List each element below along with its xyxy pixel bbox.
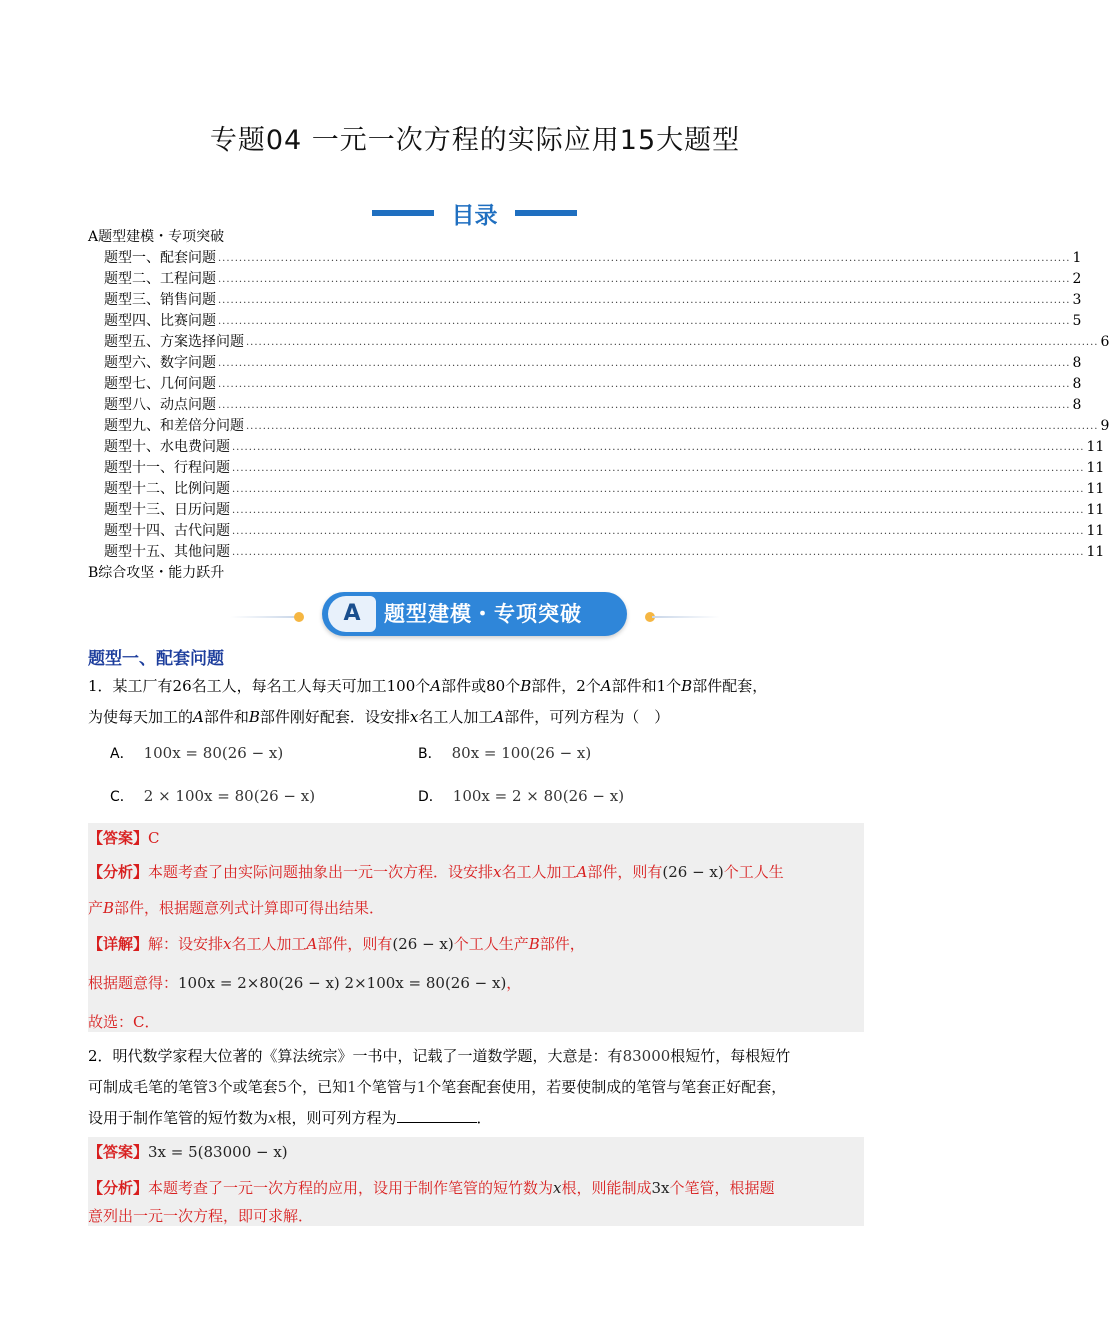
q1-detail-line-1: 【详解】解：设安排x名工人加工A部件，则有(26 − x)个工人生产B部件， [88, 935, 585, 953]
option-d[interactable]: D． 100x = 2 × 80(26 − x) [418, 787, 625, 805]
toc-item-page: 11 [1086, 439, 1105, 455]
toc-dot-leader: ............................................................................................................................................................................................................ [218, 316, 1071, 327]
toc-section-a[interactable]: A题型建模・专项突破 [88, 229, 225, 245]
toc-item[interactable] [88, 521, 1105, 542]
question-1-line-1: 1．某工厂有26名工人，每名工人每天可加工100个A部件或80个B部件，2个A部件和1个B部件配套， [88, 677, 768, 695]
toc-item-label: 题型三、销售问题 [104, 292, 216, 308]
toc-dot-leader: ............................................................................................................................................................................................................ [232, 547, 1085, 558]
question-2-line-1: 2．明代数学家程大位著的《算法统宗》一书中，记载了一道数学题，大意是：有83000根短竹，每根短竹 [88, 1047, 791, 1065]
toc-dot-leader: ............................................................................................................................................................................................................ [218, 379, 1071, 390]
toc-item-page: 8 [1072, 355, 1082, 371]
option-c[interactable]: C． 2 × 100x = 80(26 − x) [110, 787, 316, 805]
toc-item-label: 题型十、水电费问题 [104, 439, 230, 455]
toc-item-page: 11 [1086, 523, 1105, 539]
toc-item[interactable] [88, 395, 1082, 416]
toc-item-label: 题型六、数字问题 [104, 355, 216, 371]
toc-dot-leader: ............................................................................................................................................................................................................ [232, 484, 1085, 495]
banner-pill [322, 592, 627, 636]
toc-item-label: 题型十五、其他问题 [104, 544, 230, 560]
toc-item[interactable] [88, 374, 1082, 395]
toc-item-page: 11 [1086, 481, 1105, 497]
toc-item-label: 题型十二、比例问题 [104, 481, 230, 497]
banner-dot-left [294, 612, 304, 622]
toc-item-label: 题型十一、行程问题 [104, 460, 230, 476]
question-1-line-2: 为使每天加工的A部件和B部件刚好配套．设安排x名工人加工A部件，可列方程为（ ） [88, 708, 670, 726]
banner-line-right [652, 616, 720, 618]
question-2-line-3: 设用于制作笔管的短竹数为x根，则可列方程为 ． [88, 1103, 864, 1134]
toc-item-page: 11 [1086, 502, 1105, 518]
q1-detail-line-2: 根据题意得：100x = 2×80(26 − x) 2×100x = 80(26 − x)， [88, 974, 522, 992]
table-of-contents [88, 227, 1109, 584]
toc-item[interactable] [88, 458, 1105, 479]
toc-item-page: 2 [1072, 271, 1082, 287]
q2-analysis-line-2: 意列出一元一次方程，即可求解． [88, 1207, 314, 1225]
toc-item-label: 题型五、方案选择问题 [104, 334, 244, 350]
q1-answer: 【答案】C [88, 829, 160, 847]
toc-dot-leader: ............................................................................................................................................................................................................ [218, 274, 1071, 285]
toc-item[interactable] [88, 248, 1082, 269]
toc-item-label: 题型二、工程问题 [104, 271, 216, 287]
banner-letter: A [328, 596, 376, 632]
q2-analysis-line-1: 【分析】本题考查了一元一次方程的应用，设用于制作笔管的短竹数为x根，则能制成3x个笔管，根据题 [88, 1179, 775, 1197]
banner-line-left [230, 616, 298, 618]
toc-item[interactable] [88, 437, 1105, 458]
option-a[interactable]: A． 100x = 80(26 − x) [110, 744, 284, 762]
section-a-banner [0, 590, 950, 640]
toc-dot-leader: ............................................................................................................................................................................................................ [246, 421, 1099, 432]
q1-analysis-line-2: 产B部件，根据题意列式计算即可得出结果． [88, 899, 385, 917]
toc-item-label: 题型七、几何问题 [104, 376, 216, 392]
question-1-text [88, 671, 864, 733]
q1-choose: 故选：C． [88, 1013, 160, 1031]
toc-item-label: 题型十三、日历问题 [104, 502, 230, 518]
banner-text: 题型建模・专项突破 [384, 602, 582, 626]
toc-item-label: 题型四、比赛问题 [104, 313, 216, 329]
toc-item[interactable] [88, 500, 1105, 521]
toc-dot-leader: ............................................................................................................................................................................................................ [218, 295, 1071, 306]
toc-item-label: 题型八、动点问题 [104, 397, 216, 413]
toc-item-page: 5 [1072, 313, 1082, 329]
toc-item-page: 9 [1100, 418, 1109, 434]
option-b[interactable]: B． 80x = 100(26 − x) [418, 744, 592, 762]
toc-dot-leader: ............................................................................................................................................................................................................ [232, 526, 1085, 537]
toc-dot-leader: ............................................................................................................................................................................................................ [246, 337, 1099, 348]
toc-item[interactable] [88, 332, 1109, 353]
type-heading: 题型一、配套问题 [88, 649, 224, 669]
question-2-answer-box [88, 1137, 864, 1226]
toc-dot-leader: ............................................................................................................................................................................................................ [232, 442, 1085, 453]
toc-item[interactable] [88, 290, 1082, 311]
toc-item-page: 8 [1072, 376, 1082, 392]
toc-section-b[interactable]: B综合攻坚・能力跃升 [88, 565, 225, 581]
toc-item-page: 6 [1100, 334, 1109, 350]
toc-dot-leader: ............................................................................................................................................................................................................ [218, 253, 1071, 264]
toc-item-page: 1 [1072, 250, 1082, 266]
toc-decor-bar-left [372, 210, 434, 216]
answer-blank[interactable] [397, 1104, 477, 1123]
document-title: 专题04 一元一次方程的实际应用15大题型 [209, 125, 741, 156]
toc-item[interactable] [88, 542, 1105, 563]
toc-item[interactable] [88, 269, 1082, 290]
toc-dot-leader: ............................................................................................................................................................................................................ [218, 358, 1071, 369]
toc-heading: 目录 [451, 203, 498, 229]
toc-decor-bar-right [515, 210, 577, 216]
toc-dot-leader: ............................................................................................................................................................................................................ [218, 400, 1071, 411]
toc-item-label: 题型十四、古代问题 [104, 523, 230, 539]
toc-item-page: 3 [1072, 292, 1082, 308]
toc-item[interactable] [88, 311, 1082, 332]
toc-item-label: 题型一、配套问题 [104, 250, 216, 266]
toc-item[interactable] [88, 479, 1105, 500]
toc-item[interactable] [88, 353, 1082, 374]
toc-item-page: 11 [1086, 544, 1105, 560]
q1-analysis-line-1: 【分析】本题考查了由实际问题抽象出一元一次方程．设安排x名工人加工A部件，则有(26 − x)个工人生 [88, 863, 784, 881]
question-2-text [88, 1041, 864, 1134]
toc-item-page: 11 [1086, 460, 1105, 476]
question-1-answer-box [88, 823, 864, 1032]
toc-items [88, 248, 1109, 563]
toc-item[interactable] [88, 416, 1109, 437]
toc-dot-leader: ............................................................................................................................................................................................................ [232, 463, 1085, 474]
toc-dot-leader: ............................................................................................................................................................................................................ [232, 505, 1085, 516]
question-2-line-2: 可制成毛笔的笔管3个或笔套5个，已知1个笔管与1个笔套配套使用，若要使制成的笔管与笔套正好配套， [88, 1078, 787, 1096]
toc-header [0, 197, 950, 231]
toc-item-label: 题型九、和差倍分问题 [104, 418, 244, 434]
toc-item-page: 8 [1072, 397, 1082, 413]
q2-answer: 【答案】3x = 5(83000 − x) [88, 1143, 288, 1161]
